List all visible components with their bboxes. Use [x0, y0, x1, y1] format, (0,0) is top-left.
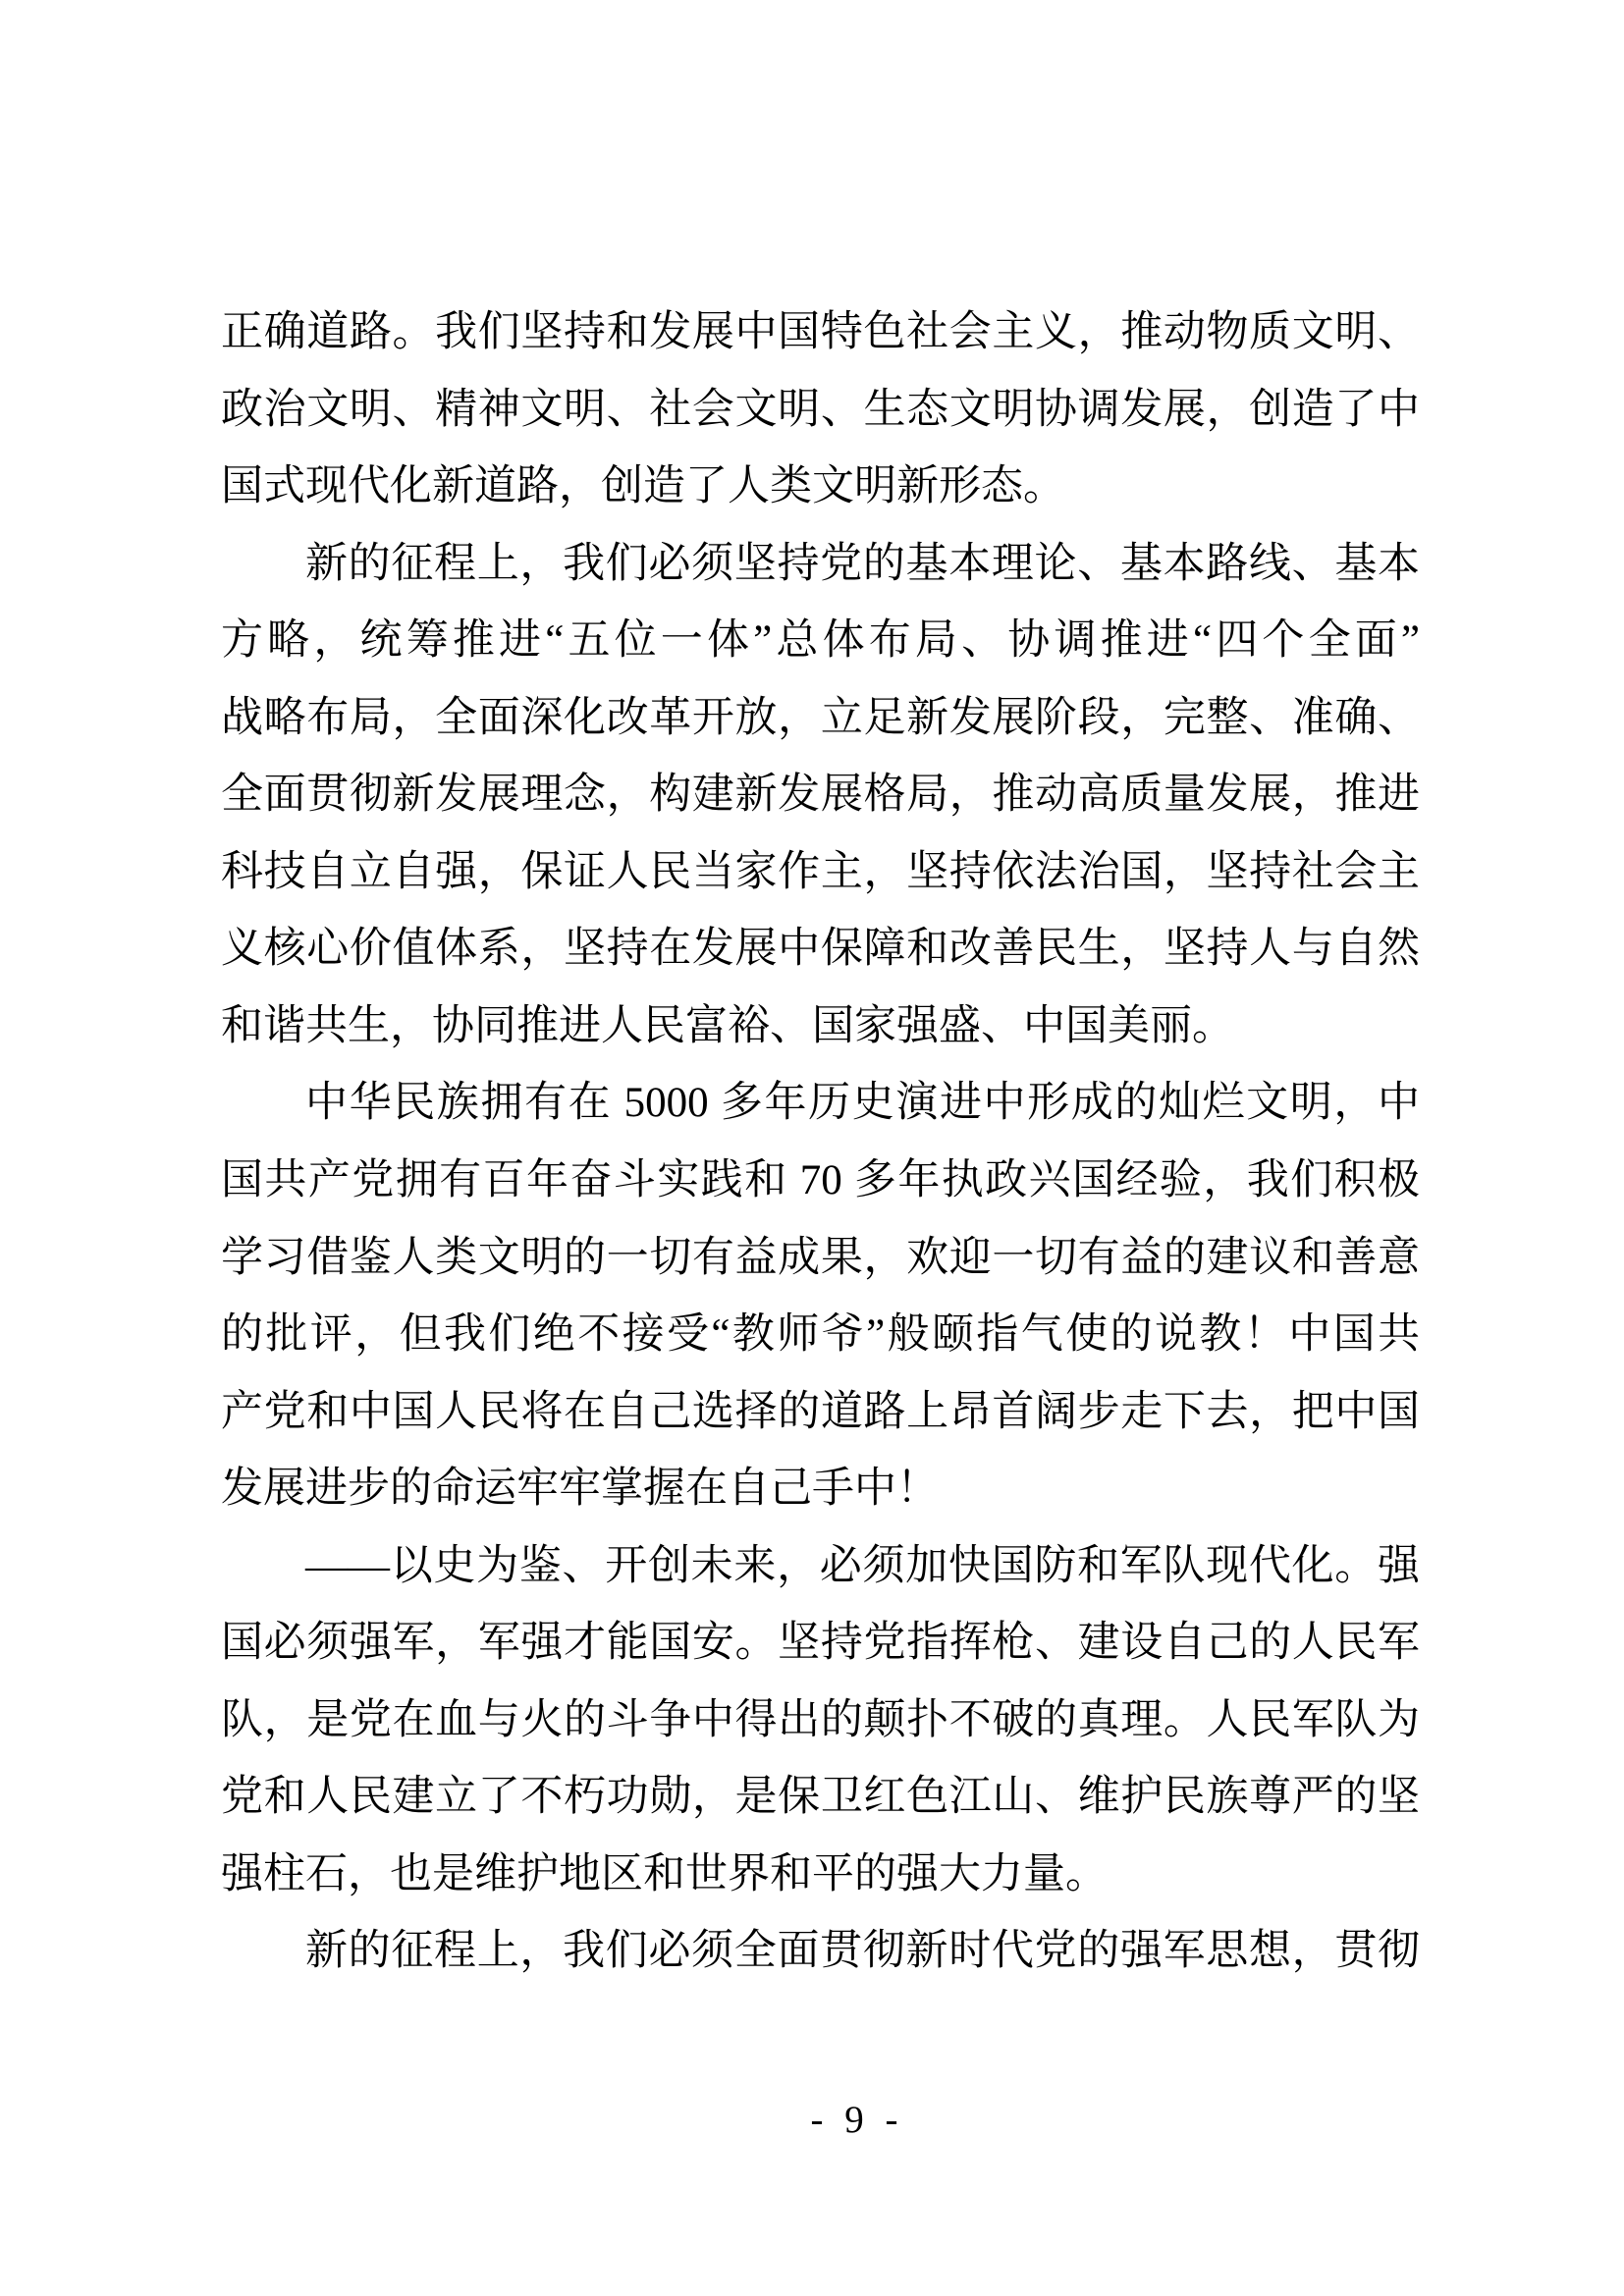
text-line: 政治文明、精神文明、社会文明、生态文明协调发展，创造了中 [221, 386, 1420, 433]
text-line: 国共产党拥有百年奋斗实践和 70 多年执政兴国经验，我们积极 [221, 1157, 1420, 1204]
text-line: 全面贯彻新发展理念，构建新发展格局，推动高质量发展，推进 [221, 772, 1420, 819]
page-footer [0, 2096, 1624, 2145]
body-text [221, 294, 1420, 1991]
text-line: 强柱石，也是维护地区和世界和平的强大力量。 [221, 1850, 1108, 1897]
text-line: 方略，统筹推进“五位一体”总体布局、协调推进“四个全面” [221, 617, 1420, 665]
text-line: 国式现代化新道路，创造了人类文明新形态。 [221, 463, 1065, 510]
page-number: - 9 - [810, 2099, 904, 2141]
text-line: 新的征程上，我们必须坚持党的基本理论、基本路线、基本 [305, 540, 1420, 587]
text-line: 和谐共生，协同推进人民富裕、国家强盛、中国美丽。 [221, 1002, 1234, 1049]
text-line: 战略布局，全面深化改革开放，立足新发展阶段，完整、准确、 [221, 694, 1420, 741]
text-line: 国必须强军，军强才能国安。坚持党指挥枪、建设自己的人民军 [221, 1620, 1420, 1667]
text-line: 新的征程上，我们必须全面贯彻新时代党的强军思想，贯彻 [305, 1928, 1420, 1975]
text-line: 队，是党在血与火的斗争中得出的颠扑不破的真理。人民军队为 [221, 1696, 1420, 1743]
text-line: 中华民族拥有在 5000 多年历史演进中形成的灿烂文明，中 [305, 1080, 1420, 1127]
text-line: 学习借鉴人类文明的一切有益成果，欢迎一切有益的建议和善意 [221, 1234, 1420, 1281]
text-line: 正确道路。我们坚持和发展中国特色社会主义，推动物质文明、 [221, 309, 1420, 355]
text-line: ——以史为鉴、开创未来，必须加快国防和军队现代化。强 [305, 1542, 1420, 1589]
text-line: 产党和中国人民将在自己选择的道路上昂首阔步走下去，把中国 [221, 1388, 1420, 1435]
text-line: 发展进步的命运牢牢掌握在自己手中！ [221, 1466, 939, 1513]
text-line: 党和人民建立了不朽功勋，是保卫红色江山、维护民族尊严的坚 [221, 1774, 1420, 1821]
text-line: 义核心价值体系，坚持在发展中保障和改善民生，坚持人与自然 [221, 926, 1420, 973]
text-line: 科技自立自强，保证人民当家作主，坚持依法治国，坚持社会主 [221, 848, 1420, 895]
text-line: 的批评，但我们绝不接受“教师爷”般颐指气使的说教！中国共 [221, 1311, 1420, 1359]
